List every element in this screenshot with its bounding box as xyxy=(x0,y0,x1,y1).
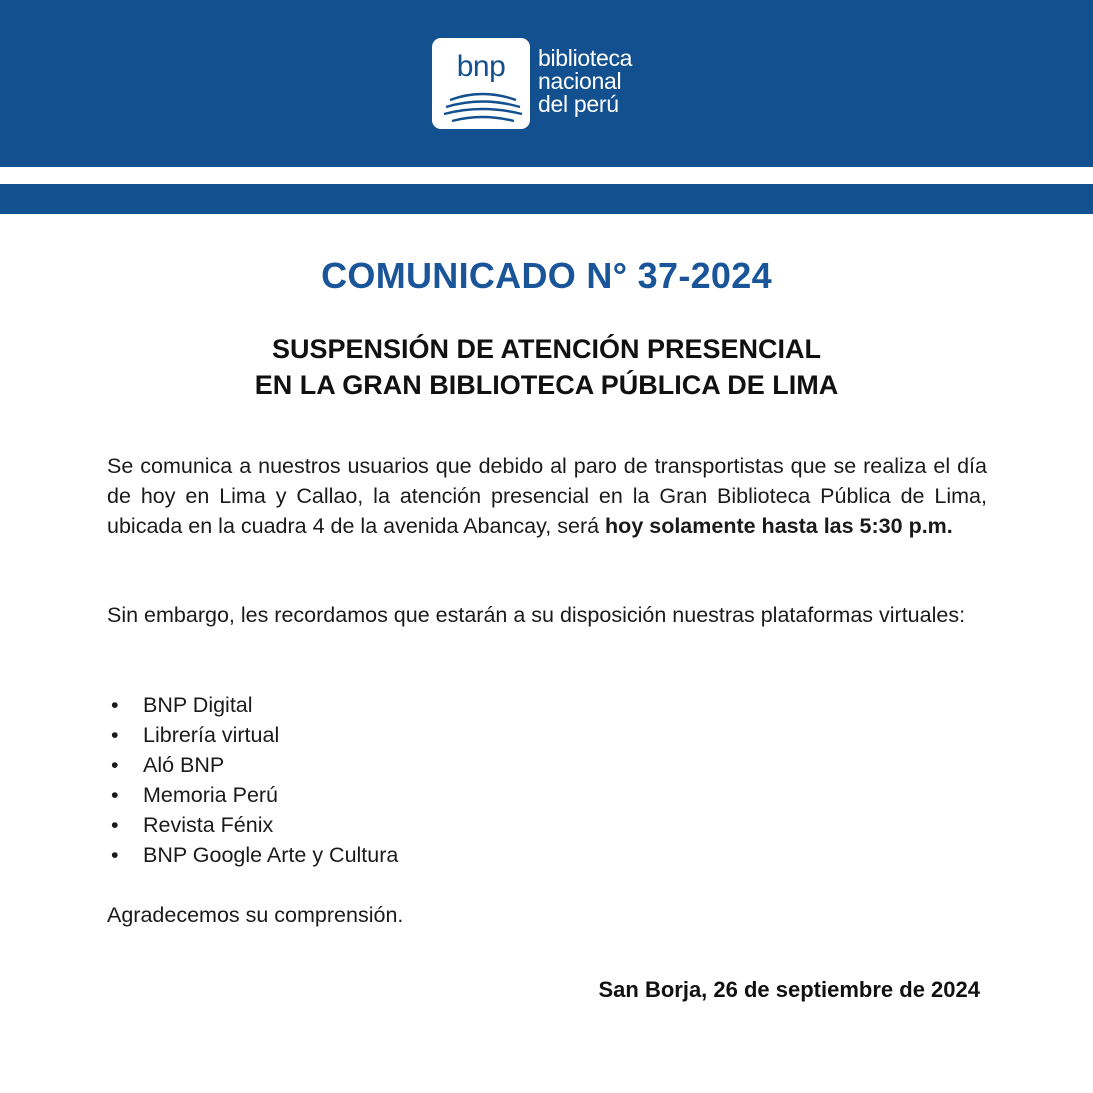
platform-label: Aló BNP xyxy=(143,753,225,777)
logo-line-2: nacional xyxy=(538,68,622,94)
platform-label: BNP Digital xyxy=(143,693,253,717)
bullet-icon: • xyxy=(111,693,119,717)
header-banner xyxy=(0,0,1093,167)
logo-line-1: biblioteca xyxy=(538,45,633,71)
closing-text: Agradecemos su comprensión. xyxy=(107,903,404,927)
dateline: San Borja, 26 de septiembre de 2024 xyxy=(598,977,980,1002)
header-stripe xyxy=(0,184,1093,214)
logo-waves-icon xyxy=(442,90,524,124)
list-item xyxy=(107,840,398,870)
list-item xyxy=(107,720,398,750)
logo-mark-text: bnp xyxy=(456,50,506,83)
bullet-icon: • xyxy=(111,753,119,777)
platform-label: BNP Google Arte y Cultura xyxy=(143,843,399,867)
platform-label: Revista Fénix xyxy=(143,813,274,837)
list-item xyxy=(107,690,398,720)
paragraph-announcement xyxy=(107,451,987,541)
bnp-logo xyxy=(432,38,632,129)
platform-label: Librería virtual xyxy=(143,723,280,747)
page-title: COMUNICADO N° 37-2024 xyxy=(321,255,772,296)
list-item xyxy=(107,780,398,810)
announcement-highlight: hoy solamente hasta las 5:30 p.m. xyxy=(605,514,953,538)
platforms-list xyxy=(107,690,398,870)
list-item xyxy=(107,810,398,840)
subtitle-line-2: EN LA GRAN BIBLIOTECA PÚBLICA DE LIMA xyxy=(254,370,839,400)
subtitle-line-1: SUSPENSIÓN DE ATENCIÓN PRESENCIAL xyxy=(271,334,822,364)
bullet-icon: • xyxy=(111,723,119,747)
logo-wordmark xyxy=(538,47,632,116)
logo-line-3: del perú xyxy=(538,91,619,117)
platform-label: Memoria Perú xyxy=(143,783,279,807)
announcement-text: Se comunica a nuestros usuarios que debido al paro de transportistas que se realiza el día de hoy en Lima y Callao, la atención presencial en la Gran Biblioteca Pública de Lima, ubicada en la cuadra 4 de la avenida Abancay, será xyxy=(107,454,987,538)
bullet-icon: • xyxy=(111,783,119,807)
logo-mark xyxy=(432,38,530,129)
bullet-icon: • xyxy=(111,813,119,837)
bullet-icon: • xyxy=(111,843,119,867)
subtitle xyxy=(0,331,1093,403)
list-item xyxy=(107,750,398,780)
paragraph-platforms-intro: Sin embargo, les recordamos que estarán a su disposición nuestras plataformas virtuales: xyxy=(107,603,966,627)
